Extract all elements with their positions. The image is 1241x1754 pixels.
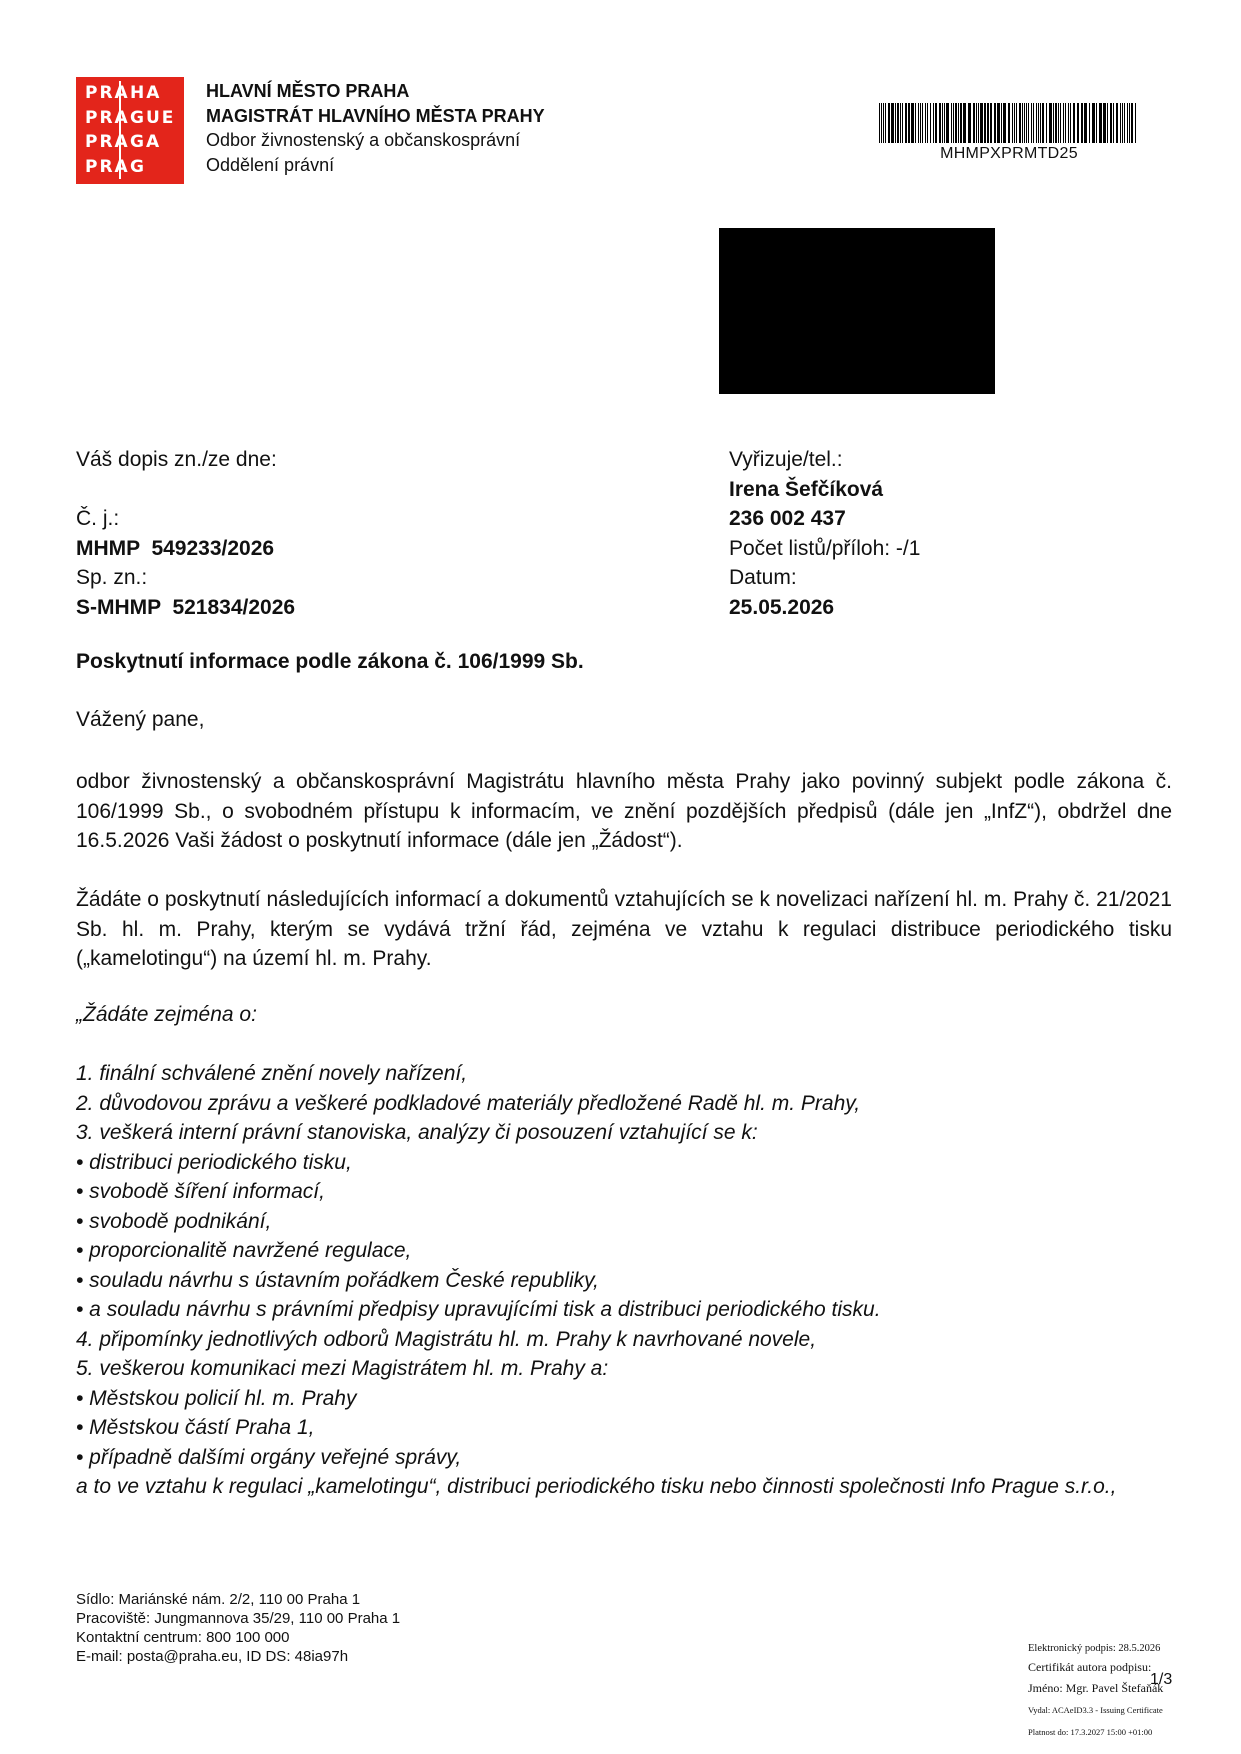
barcode-bar [1036,103,1037,143]
barcode-bar [1129,103,1130,143]
barcode-bar [920,103,921,143]
bullet-item: • a souladu návrhu s právními předpisy upravujícími tisk a distribuci periodického tisku. [76,1298,881,1321]
sig-validity: Platnost do: 17.3.2027 15:00 +01:00 [1028,1727,1153,1737]
numbered-item: 4. připomínky jednotlivých odborů Magistrátu hl. m. Prahy k navrhované novele, [76,1327,817,1351]
barcode-bar [946,103,949,143]
barcode-bar [1089,103,1090,143]
barcode-bar [933,103,934,143]
barcode-bar [973,103,975,143]
sig-name: Jméno: Mgr. Pavel Štefaňák [1028,1681,1164,1695]
bullet-item: • distribuci periodického tisku, [76,1150,352,1174]
numbered-item: 3. veškerá interní právní stanoviska, analýzy či posouzení vztahující se k: [76,1121,758,1144]
barcode-bar [990,103,992,143]
bullet-item: • případně dalšími orgány veřejné správy, [76,1445,462,1469]
barcode-bar [1103,103,1106,143]
barcode-bar [987,103,989,143]
barcode-bar [1008,103,1010,143]
barcode-bar [1084,103,1087,143]
barcode-bar [1063,103,1064,143]
barcode-bar [1113,103,1114,143]
logo-text: G [119,155,165,180]
barcode-bar [1022,103,1023,143]
barcode-bar [1135,103,1136,143]
barcode-bar [994,103,996,143]
barcode-bar [905,103,907,143]
barcode-bar [984,103,986,143]
letterhead [206,79,545,177]
redacted-address-block [719,228,995,394]
barcode-bar [1019,103,1021,143]
barcode-bar [942,103,943,143]
barcode-bar [963,103,966,143]
barcode-bar [1096,103,1097,143]
footer-email: E-mail: posta@praha.eu, ID DS: 48ia97h [76,1648,349,1665]
sheets-count: Počet listů/příloh: -/1 [729,536,921,560]
paragraph-2: Žádáte o poskytnutí následujících informací a dokumentů vztahujících se k novelizaci nařízení hl. m. Prahy č. 21/2021 Sb. hl. m. Prahy, kterým se vydává tržní řád, zejména ve vztahu k regulaci distribuce periodického tisku („kamelotingu“) na území hl. m. Prahy. [76,888,1172,970]
barcode-bar [1014,103,1015,143]
barcode-bar [1053,103,1054,143]
letter-subject: Poskytnutí informace podle zákona č. 106/1999 Sb. [76,650,584,673]
logo-text: PRA [85,156,130,177]
spacer [76,475,295,505]
authority-name: MAGISTRÁT HLAVNÍHO MĚSTA PRAHY [206,105,545,126]
handler-block [729,445,920,622]
reference-block [76,445,295,622]
barcode-bar [918,103,919,143]
barcode-bar [1116,103,1118,143]
sig-issuer: Vydal: ACAeID3.3 - Issuing Certificate [1028,1705,1163,1715]
barcode-bar [944,103,945,143]
barcode-bar [958,103,959,143]
request-quote [76,1000,1172,1502]
barcode-bar [1122,103,1123,143]
barcode-bar [930,103,931,143]
barcode-bar [1003,103,1006,143]
cj-label: Č. j.: [76,507,120,530]
spzn-value: S-MHMP 521834/2026 [76,595,296,619]
barcode-bar [953,103,954,143]
paragraph-1: odbor živnostenský a občanskosprávní Magistrátu hlavního města Prahy jako povinný subjekt podle zákona č. 106/1999 Sb., o svobodném přístupu k informacím, ve znění pozdějších předpisů (dále jen „InfZ“), obdržel dne 16.5.2026 Vaši žádost o poskytnutí informace (dále jen „Žádost“). [76,770,1172,852]
barcode-bar [902,103,903,143]
bullet-item: • svobodě podnikání, [76,1209,272,1233]
electronic-signature [1028,1640,1163,1743]
barcode-text: MHMPXPRMTD25 [940,145,1078,162]
barcode-bar [1099,103,1102,143]
logo-text: GUE [119,106,165,131]
handler-name: Irena Šefčíková [729,477,884,501]
handler-label: Vyřizuje/tel.: [729,448,843,471]
logo-text: HA [119,81,165,106]
bullet-item: • souladu návrhu s ústavním pořádkem České republiky, [76,1268,599,1292]
handler-phone: 236 002 437 [729,507,846,530]
request-last-line: a to ve vztahu k regulaci „kamelotingu“, distribuci periodického tisku nebo činnosti společnosti Info Prague s.r.o., [76,1475,1117,1498]
barcode-bar [1060,103,1061,143]
barcode-bar [1073,103,1075,143]
section-name: Oddělení právní [206,154,335,175]
footer-workplace: Pracoviště: Jungmannova 35/29, 110 00 Praha 1 [76,1610,401,1627]
barcode-bar [885,103,886,143]
barcode-bar [911,103,914,143]
department-name: Odbor živnostenský a občanskosprávní [206,130,521,150]
barcode-bar [1081,103,1083,143]
request-items [76,1059,1172,1472]
greeting: Vážený pane, [76,708,205,731]
barcode-bar [1016,103,1017,143]
barcode-bar [1127,103,1128,143]
barcode-bar [1070,103,1071,143]
barcode-block [879,103,1139,163]
barcode-bar [939,103,941,143]
barcode-bar [935,103,937,143]
barcode-bar [951,103,952,143]
barcode-icon [879,103,1139,143]
barcode-bar [881,103,882,143]
barcode-bar [888,103,890,143]
barcode-bar [1001,103,1002,143]
barcode-bar [1012,103,1013,143]
barcode-bar [955,103,957,143]
numbered-item: 5. veškerou komunikaci mezi Magistrátem hl. m. Prahy a: [76,1357,609,1380]
barcode-bar [908,103,910,143]
barcode-bar [900,103,901,143]
barcode-bar [925,103,926,143]
logo-text: PRA [85,132,130,152]
barcode-bar [1026,103,1027,143]
barcode-bar [895,103,896,143]
barcode-bar [978,103,979,143]
request-intro: „Žádáte zejména o: [76,1003,257,1026]
barcode-bar [891,103,894,143]
barcode-bar [1033,103,1034,143]
barcode-bar [1040,103,1041,143]
praha-logo [76,77,184,184]
barcode-bar [997,103,1000,143]
barcode-bar [976,103,977,143]
numbered-item: 2. důvodovou zprávu a veškeré podkladové materiály předložené Radě hl. m. Prahy, [76,1091,861,1115]
date-value: 25.05.2026 [729,595,835,619]
barcode-bar [1058,103,1059,143]
footer-seat: Sídlo: Mariánské nám. 2/2, 110 00 Praha 1 [76,1591,361,1608]
barcode-bar [1124,103,1125,143]
barcode-bar [1046,103,1047,143]
cj-value: MHMP 549233/2026 [76,536,275,560]
barcode-bar [1028,103,1029,143]
logo-text: PRA [85,107,130,128]
barcode-bar [1077,103,1079,143]
barcode-bar [1024,103,1025,143]
barcode-bar [1107,103,1108,143]
barcode-bar [897,103,899,143]
barcode-bar [968,103,971,143]
spzn-label: Sp. zn.: [76,566,148,589]
logo-text-grid [85,81,176,179]
footer-contact [76,1590,400,1666]
barcode-bar [1049,103,1052,143]
barcode-bar [1131,103,1133,143]
barcode-bar [980,103,983,143]
bullet-item: • svobodě šíření informací, [76,1180,325,1203]
bullet-item: • Městskou částí Praha 1, [76,1416,315,1439]
barcode-bar [1042,103,1044,143]
logo-text: GA [119,130,165,155]
barcode-bar [1031,103,1032,143]
footer-contact-center: Kontaktní centrum: 800 100 000 [76,1629,290,1646]
logo-text: PRA [85,83,130,103]
barcode-bar [915,103,916,143]
city-name: HLAVNÍ MĚSTO PRAHA [206,81,410,101]
barcode-bar [1120,103,1121,143]
barcode-bar [1065,103,1066,143]
barcode-bar [922,103,923,143]
barcode-bar [1055,103,1057,143]
sig-date: Elektronický podpis: 28.5.2026 [1028,1643,1161,1654]
barcode-bar [879,103,880,143]
barcode-bar [1092,103,1095,143]
barcode-bar [1110,103,1112,143]
barcode-bar [960,103,962,143]
page-number: 1/3 [1150,1671,1173,1688]
bullet-item: • proporcionalitě navržené regulace, [76,1239,412,1262]
numbered-item: 1. finální schválené znění novely nařízení, [76,1062,468,1085]
date-label: Datum: [729,566,797,589]
barcode-bar [1038,103,1039,143]
bullet-item: • Městskou policií hl. m. Prahy [76,1386,357,1410]
sig-cert-label: Certifikát autora podpisu: [1028,1660,1152,1674]
barcode-bar [927,103,928,143]
barcode-bar [883,103,884,143]
barcode-bar [1068,103,1069,143]
your-letter-label: Váš dopis zn./ze dne: [76,448,277,471]
